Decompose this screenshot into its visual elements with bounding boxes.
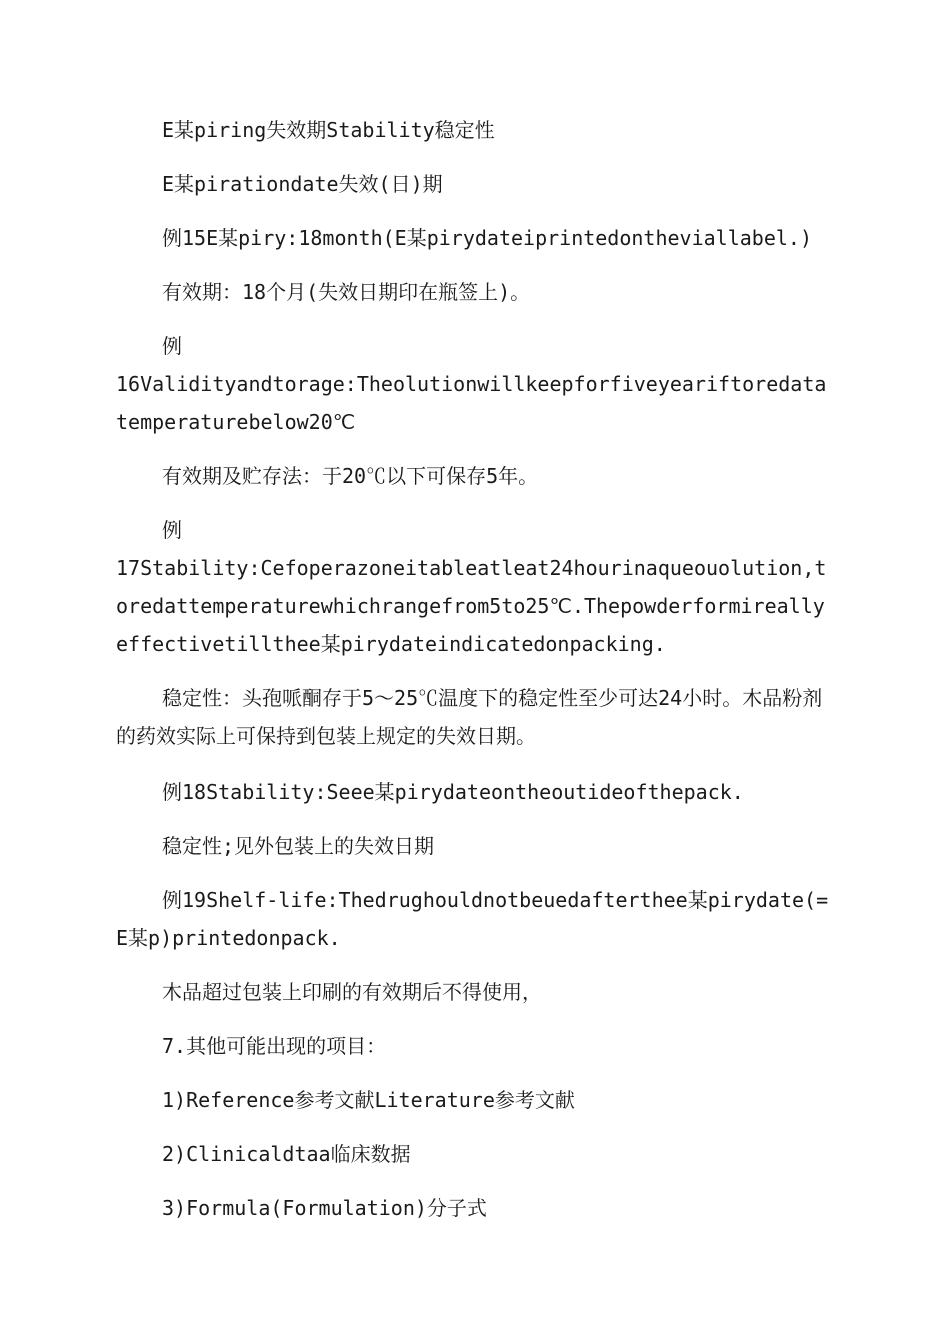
list-item-formula: 3)Formula(Formulation)分子式 [162,1196,487,1220]
paragraph-example-18-translation: 稳定性;见外包装上的失效日期 [162,834,435,858]
paragraph-example-18: 例18Stability:Seee某pirydateontheoutideofthepack. [162,780,744,804]
paragraph-expiring: E某piring失效期Stability稳定性 [162,118,495,142]
paragraph-example-15: 例15E某piry:18month(E某pirydateiprintedontheviallabel.) [162,226,813,250]
paragraph-example-19-translation: 木品超过包装上印刷的有效期后不得使用， [162,980,542,1004]
paragraph-expiration-date: E某pirationdate失效(日)期 [162,172,443,196]
paragraph-example-16-label: 例 [162,334,182,358]
paragraph-example-17-label: 例 [162,518,182,542]
paragraph-example-17-translation: 稳定性：头孢哌酮存于5～25℃温度下的稳定性至少可达24小时。木品粉剂的药效实际上可保持到包装上规定的失效日期。 [116,686,823,748]
paragraph-example-16: 16Validityandtorage:Theolutionwillkeepforfiveyeariftoredatatemperaturebelow20℃ [116,372,827,434]
list-item-reference: 1)Reference参考文献Literature参考文献 [162,1088,575,1112]
list-item-clinical-data: 2)Clinicaldtaa临床数据 [162,1142,411,1166]
paragraph-example-19: 例19Shelf-life:Thedrughouldnotbeuedafterthee某pirydate(=E某p)printedonpack. [116,888,829,950]
paragraph-example-16-translation: 有效期及贮存法：于20℃以下可保存5年。 [162,464,539,488]
paragraph-example-15-translation: 有效期：18个月(失效日期印在瓶签上)。 [162,280,531,304]
paragraph-example-17: 17Stability:Cefoperazoneitableatleat24hourinaqueouolution,toredattemperaturewhichrangefrom5to25℃.Thepowderformireallyeffectivetillthee某pirydateindicatedonpacking. [116,556,827,656]
section-heading-other-items: 7.其他可能出现的项目： [162,1034,387,1058]
